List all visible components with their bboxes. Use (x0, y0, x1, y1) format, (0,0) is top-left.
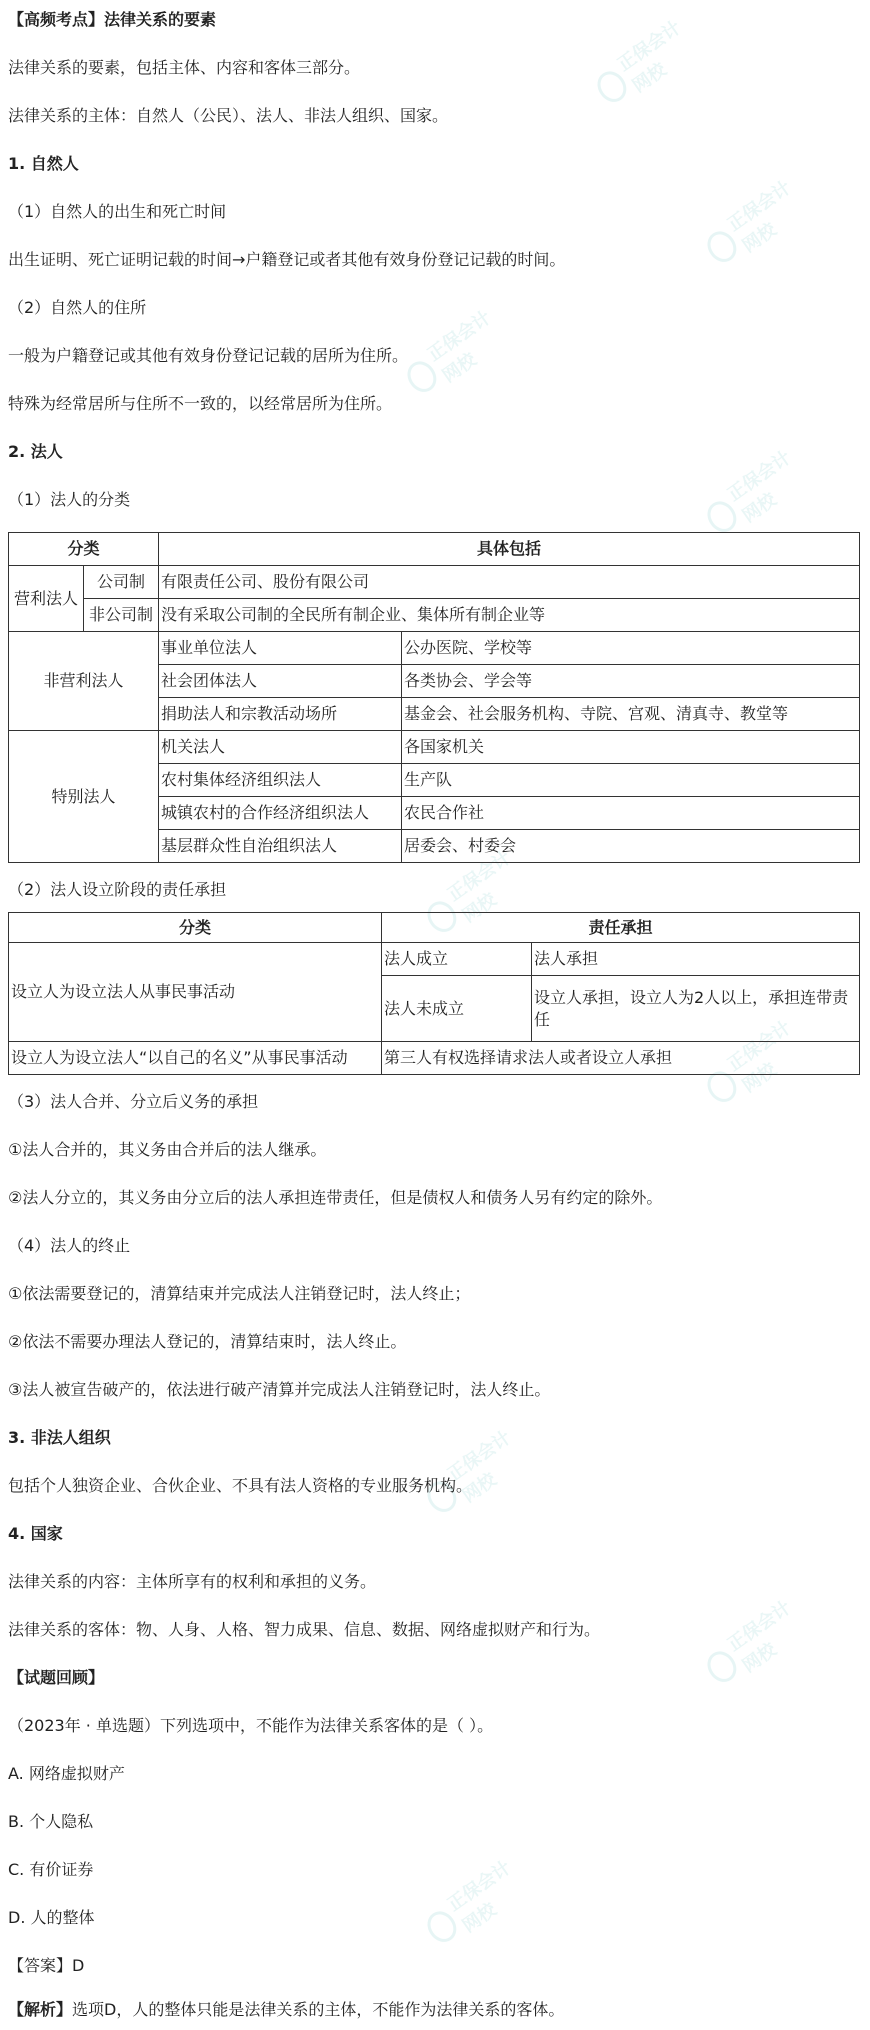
analysis-text: 选项D，人的整体只能是法律关系的主体，不能作为法律关系的客体。 (72, 2000, 565, 2019)
subheading: （1）自然人的出生和死亡时间 (8, 202, 227, 221)
paragraph: 法律关系的客体：物、人身、人格、智力成果、信息、数据、网络虚拟财产和行为。 (8, 1620, 601, 1639)
table-cell: 有限责任公司、股份有限公司 (159, 566, 860, 599)
paragraph: 法律关系的要素，包括主体、内容和客体三部分。 (8, 58, 361, 77)
subheading: （3）法人合并、分立后义务的承担 (8, 1092, 259, 1111)
option: C. 有价证券 (8, 1860, 94, 1879)
table-cell: 非营利法人 (9, 632, 159, 731)
table-cell: 捐助法人和宗教活动场所 (159, 698, 402, 731)
subheading: （1）法人的分类 (8, 490, 131, 509)
table-header: 分类 (9, 913, 382, 943)
option: B. 个人隐私 (8, 1812, 94, 1831)
table-cell: 特别法人 (9, 731, 159, 863)
analysis-tag: 【解析】 (8, 2000, 73, 2019)
subheading: （2）法人设立阶段的责任承担 (8, 880, 227, 899)
table-cell: 营利法人 (9, 566, 84, 632)
list-item: ②法人分立的，其义务由分立后的法人承担连带责任，但是债权人和债务人另有约定的除外。 (8, 1188, 663, 1207)
table-cell: 设立人为设立法人从事民事活动 (9, 943, 382, 1042)
table-cell: 城镇农村的合作经济组织法人 (159, 797, 402, 830)
list-item: ①法人合并的，其义务由合并后的法人继承。 (8, 1140, 327, 1159)
watermark: 正保会计网校 (419, 1849, 540, 1951)
watermark: 正保会计网校 (419, 839, 540, 941)
table-cell: 生产队 (402, 764, 860, 797)
paragraph: 出生证明、死亡证明记载的时间→户籍登记或者其他有效身份登记记载的时间。 (8, 250, 566, 269)
answer: 【答案】D (8, 1956, 85, 1975)
analysis (8, 1998, 862, 2022)
watermark: 正保会计网校 (699, 439, 820, 541)
list-item: ③法人被宣告破产的，依法进行破产清算并完成法人注销登记时，法人终止。 (8, 1380, 551, 1399)
table-cell: 没有采取公司制的全民所有制企业、集体所有制企业等 (159, 599, 860, 632)
table-cell: 机关法人 (159, 731, 402, 764)
table-cell: 设立人为设立法人“以自己的名义”从事民事活动 (9, 1042, 382, 1075)
subheading: （2）自然人的住所 (8, 298, 147, 317)
table-cell: 社会团体法人 (159, 665, 402, 698)
option: A. 网络虚拟财产 (8, 1764, 125, 1783)
watermark: 正保会计网校 (419, 1419, 540, 1521)
table-cell: 居委会、村委会 (402, 830, 860, 863)
table-cell: 法人承担 (532, 943, 860, 976)
paragraph: 特殊为经常居所与住所不一致的，以经常居所为住所。 (8, 394, 393, 413)
table-cell: 第三人有权选择请求法人或者设立人承担 (382, 1042, 860, 1075)
classification-table (8, 532, 860, 863)
subheading: （4）法人的终止 (8, 1236, 131, 1255)
table-header: 责任承担 (382, 913, 860, 943)
section-heading: 4. 国家 (8, 1524, 63, 1543)
table-cell: 各国家机关 (402, 731, 860, 764)
table-cell: 法人成立 (382, 943, 532, 976)
watermark: 正保会计网校 (699, 1589, 820, 1691)
table-cell: 基层群众性自治组织法人 (159, 830, 402, 863)
table-cell: 基金会、社会服务机构、寺院、宫观、清真寺、教堂等 (402, 698, 860, 731)
table-cell: 设立人承担，设立人为2人以上，承担连带责任 (532, 976, 860, 1042)
page-title: 【高频考点】法律关系的要素 (8, 10, 217, 29)
section-heading: 【试题回顾】 (8, 1668, 105, 1687)
table-cell: 农民合作社 (402, 797, 860, 830)
section-heading: 1. 自然人 (8, 154, 79, 173)
paragraph: 一般为户籍登记或其他有效身份登记记载的居所为住所。 (8, 346, 409, 365)
section-heading: 3. 非法人组织 (8, 1428, 111, 1447)
table-cell: 法人未成立 (382, 976, 532, 1042)
table-cell: 各类协会、学会等 (402, 665, 860, 698)
watermark: 正保会计网校 (699, 169, 820, 271)
option: D. 人的整体 (8, 1908, 95, 1927)
paragraph: 包括个人独资企业、合伙企业、不具有法人资格的专业服务机构。 (8, 1476, 473, 1495)
table-cell: 公司制 (84, 566, 159, 599)
watermark: 正保会计网校 (399, 299, 520, 401)
table-cell: 非公司制 (84, 599, 159, 632)
table-cell: 公办医院、学校等 (402, 632, 860, 665)
paragraph: 法律关系的内容：主体所享有的权利和承担的义务。 (8, 1572, 377, 1591)
section-heading: 2. 法人 (8, 442, 63, 461)
liability-table (8, 912, 860, 1075)
list-item: ①依法需要登记的，清算结束并完成法人注销登记时，法人终止； (8, 1284, 471, 1303)
watermark: 正保会计网校 (589, 9, 710, 111)
table-cell: 事业单位法人 (159, 632, 402, 665)
question: （2023年 · 单选题）下列选项中，不能作为法律关系客体的是（ ）。 (8, 1716, 494, 1735)
table-header: 具体包括 (159, 533, 860, 566)
watermark: 正保会计网校 (699, 1009, 820, 1111)
paragraph: 法律关系的主体：自然人（公民）、法人、非法人组织、国家。 (8, 106, 449, 125)
list-item: ②依法不需要办理法人登记的，清算结束时，法人终止。 (8, 1332, 407, 1351)
table-cell: 农村集体经济组织法人 (159, 764, 402, 797)
table-header: 分类 (9, 533, 159, 566)
